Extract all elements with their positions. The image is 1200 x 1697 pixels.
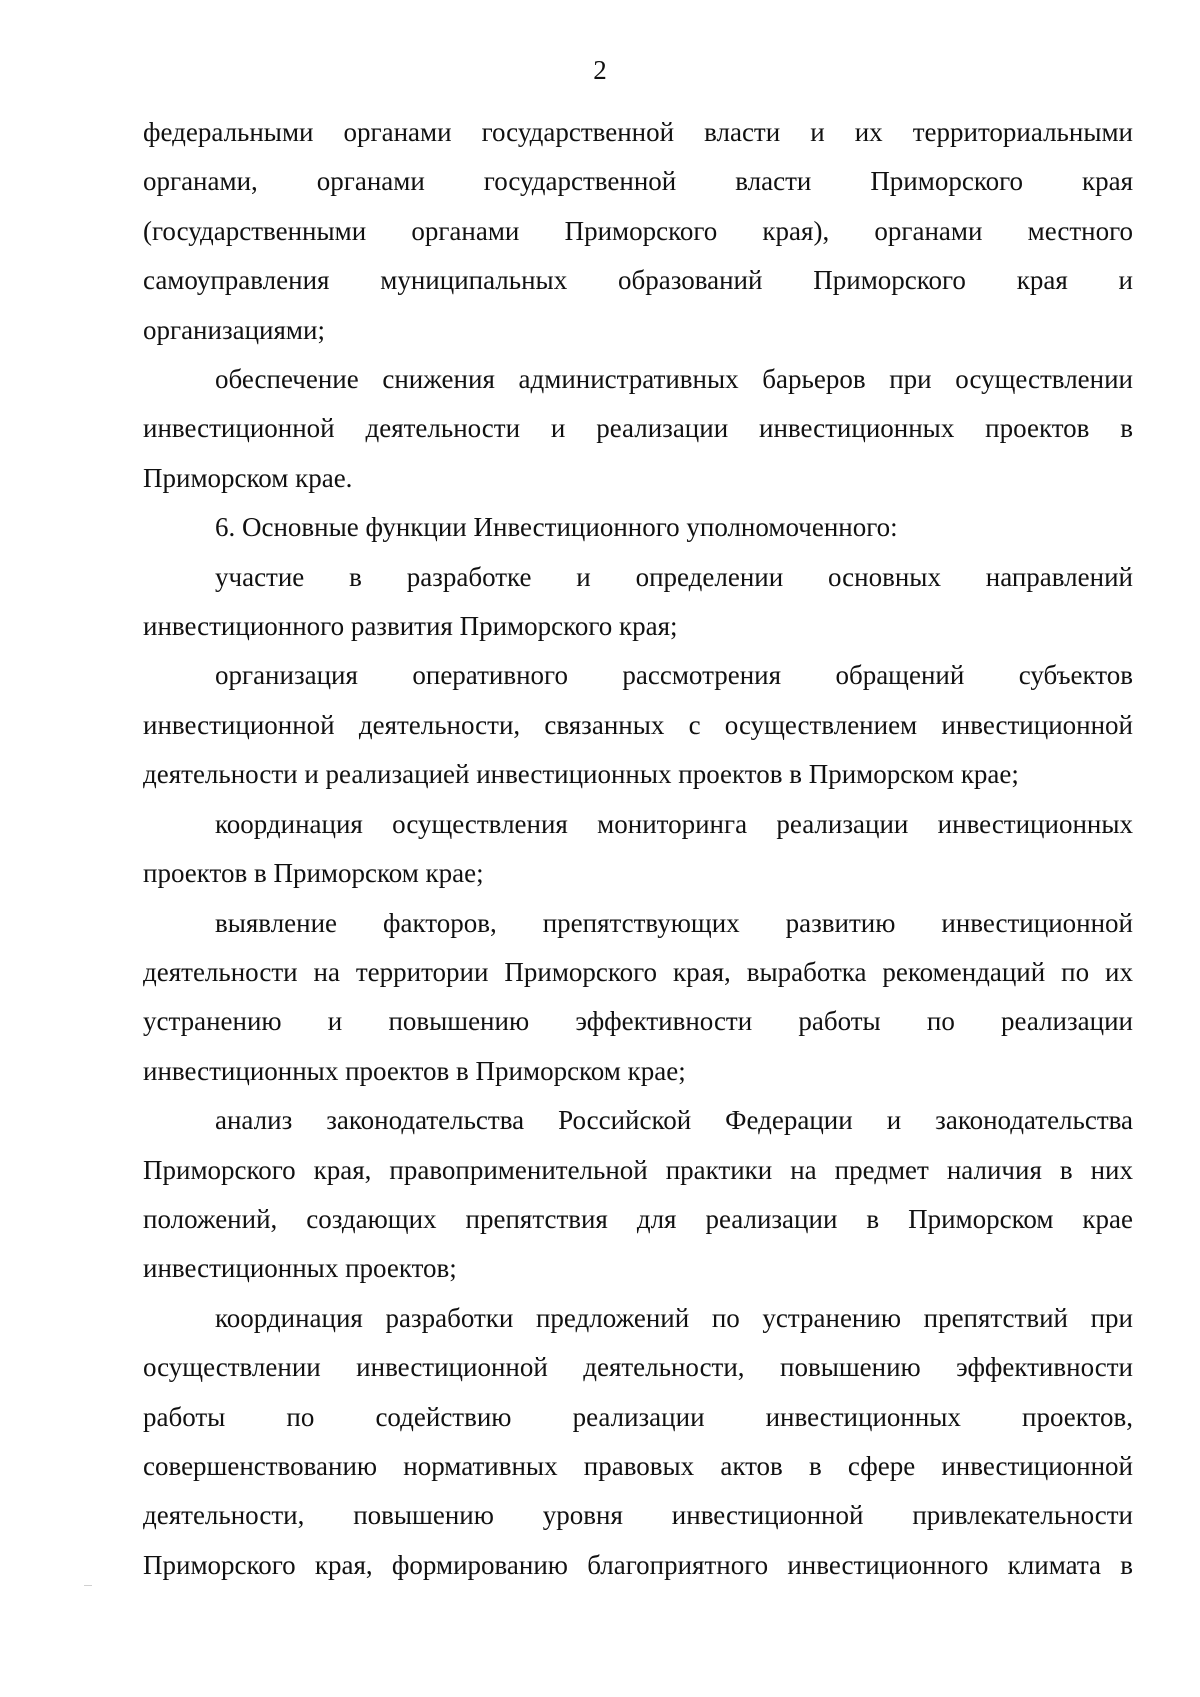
text-line: положений, создающих препятствия для реализации в Приморском крае <box>143 1203 1133 1234</box>
text-line: осуществлении инвестиционной деятельности, повышению эффективности <box>143 1352 1133 1383</box>
text-line: 6. Основные функции Инвестиционного уполномоченного: <box>215 512 898 543</box>
text-line: органами, органами государственной власти Приморского края <box>143 166 1133 197</box>
text-line: выявление факторов, препятствующих развитию инвестиционной <box>215 907 1133 938</box>
page-number: 2 <box>593 55 607 85</box>
text-line: деятельности, повышению уровня инвестиционной привлекательности <box>143 1500 1133 1531</box>
text-line: инвестиционной деятельности, связанных с осуществлением инвестиционной <box>143 709 1133 740</box>
list-item <box>143 651 1133 799</box>
section-heading <box>143 503 1133 552</box>
list-item <box>143 1294 1133 1590</box>
scan-mark <box>84 1585 92 1586</box>
list-item <box>143 553 1133 652</box>
text-line: Приморского края, правоприменительной практики на предмет наличия в них <box>143 1154 1133 1185</box>
text-line: деятельности на территории Приморского края, выработка рекомендаций по их <box>143 956 1133 987</box>
text-line: участие в разработке и определении основных направлений <box>215 561 1133 592</box>
text-line: (государственными органами Приморского края), органами местного <box>143 215 1133 246</box>
paragraph <box>143 355 1133 503</box>
text-line: Приморского края, формированию благоприятного инвестиционного климата в <box>143 1549 1133 1580</box>
text-line: инвестиционного развития Приморского края; <box>143 611 678 642</box>
text-line: организация оперативного рассмотрения обращений субъектов <box>215 660 1133 691</box>
text-line: координация осуществления мониторинга реализации инвестиционных <box>215 808 1133 839</box>
list-item <box>143 800 1133 899</box>
text-line: обеспечение снижения административных барьеров при осуществлении <box>215 364 1133 395</box>
document-body <box>143 108 1133 1590</box>
text-line: инвестиционной деятельности и реализации инвестиционных проектов в <box>143 413 1133 444</box>
text-line: организациями; <box>143 314 325 345</box>
text-line: проектов в Приморском крае; <box>143 858 484 889</box>
text-line: работы по содействию реализации инвестиционных проектов, <box>143 1401 1133 1432</box>
text-line: инвестиционных проектов; <box>143 1253 457 1284</box>
text-line: инвестиционных проектов в Приморском крае; <box>143 1055 686 1086</box>
text-line: совершенствованию нормативных правовых актов в сфере инвестиционной <box>143 1450 1133 1481</box>
text-line: самоуправления муниципальных образований Приморского края и <box>143 265 1133 296</box>
text-line: деятельности и реализацией инвестиционных проектов в Приморском крае; <box>143 759 1019 790</box>
paragraph <box>143 108 1133 355</box>
text-line: анализ законодательства Российской Федерации и законодательства <box>215 1105 1133 1136</box>
list-item <box>143 1096 1133 1294</box>
list-item <box>143 899 1133 1097</box>
text-line: устранению и повышению эффективности работы по реализации <box>143 1006 1133 1037</box>
text-line: федеральными органами государственной власти и их территориальными <box>143 117 1133 147</box>
text-line: координация разработки предложений по устранению препятствий при <box>215 1302 1133 1333</box>
text-line: Приморском крае. <box>143 462 353 493</box>
